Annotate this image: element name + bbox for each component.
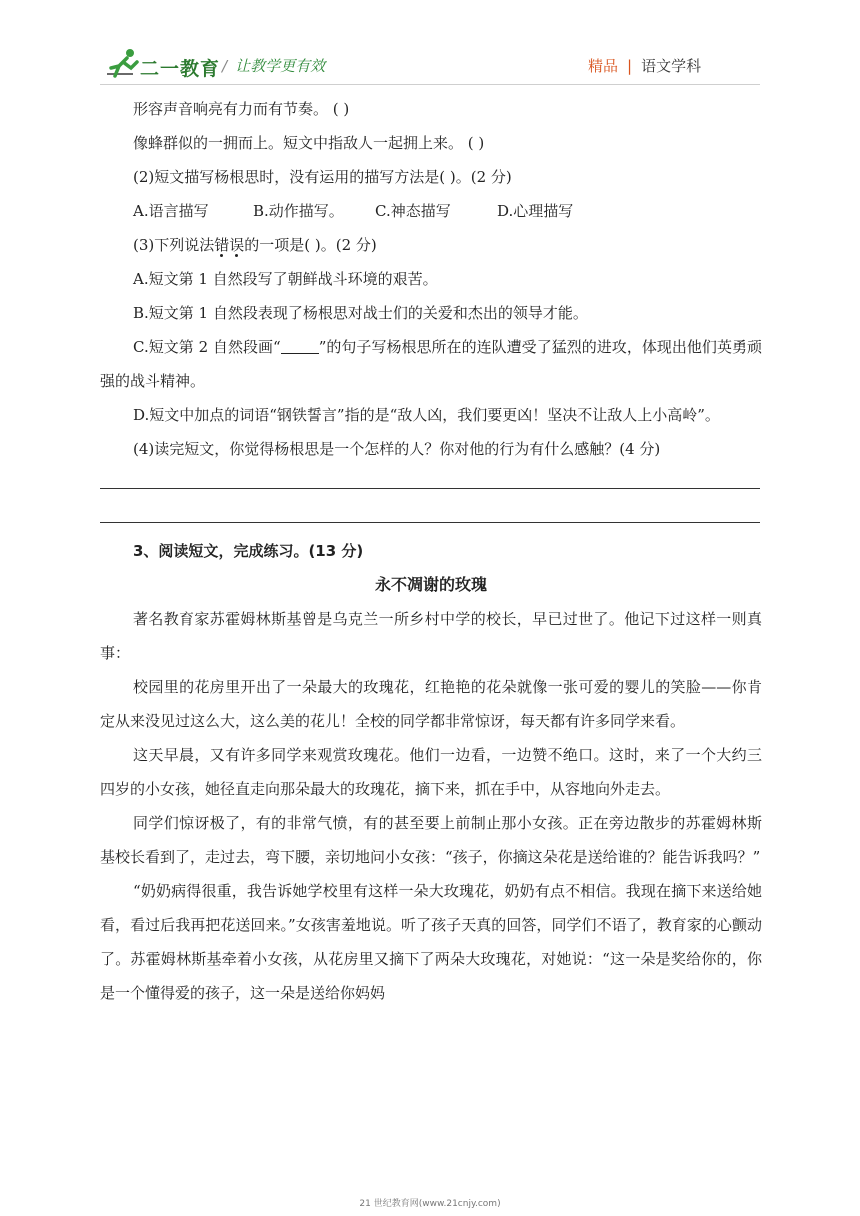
header-divider bbox=[100, 84, 760, 85]
q2-sub-3-b: B.短文第 1 自然段表现了杨根思对战士们的关爱和杰出的领导才能。 bbox=[133, 304, 588, 322]
article-paragraph-3: 这天早晨，又有许多同学来观赏玫瑰花。他们一边看，一边赞不绝口。这时，来了一个大约三四岁的小女孩，她径直走向那朵最大的玫瑰花，摘下来，抓在手中，从容地向外走去。 bbox=[100, 746, 762, 798]
q2-sub-3-a: A.短文第 1 自然段写了朝鲜战斗环境的艰苦。 bbox=[133, 270, 438, 288]
article-title: 永不凋谢的玫瑰 bbox=[374, 575, 487, 594]
q2-sub-3: (3)下列说法错误的一项是( )。(2 分) bbox=[133, 236, 377, 254]
article-paragraph-4: 同学们惊讶极了，有的非常气愤，有的甚至要上前制止那小女孩。正在旁边散步的苏霍姆林斯基校长看到了，走过去，弯下腰，亲切地问小女孩：“孩子，你摘这朵花是送给谁的？能告诉我吗？” bbox=[100, 814, 762, 866]
q2-sub-3-c: C.短文第 2 自然段画“ ”的句子写杨根思所在的连队遭受了猛烈的进攻，体现出他们英勇顽强的战斗精神。 bbox=[100, 330, 762, 398]
header-right: 精品 | 语文学科 bbox=[588, 57, 702, 75]
article-paragraph-2: 校园里的花房里开出了一朵最大的玫瑰花，红艳艳的花朵就像一张可爱的婴儿的笑脸——你肯定从来没见过这么大，这么美的花儿！全校的同学都非常惊讶，每天都有许多同学来看。 bbox=[100, 678, 762, 730]
option-a: A.语言描写 bbox=[133, 202, 209, 220]
subject-label: 语文学科 bbox=[641, 57, 702, 75]
page-footer: 21 世纪教育网(www.21cnjy.com) bbox=[359, 1199, 501, 1209]
page-content bbox=[100, 92, 762, 1010]
brand-name: 二一教育 bbox=[140, 58, 221, 80]
q2-sub-2: (2)短文描写杨根思时，没有运用的描写方法是( )。(2 分) bbox=[133, 168, 512, 186]
option-c: C.神态描写 bbox=[375, 202, 451, 220]
article-paragraph-1: 著名教育家苏霍姆林斯基曾是乌克兰一所乡村中学的校长，早已过世了。他记下过这样一则真事： bbox=[100, 610, 762, 662]
option-b: B.动作描写。 bbox=[253, 202, 344, 220]
q2-sub-4: (4)读完短文，你觉得杨根思是一个怎样的人？你对他的行为有什么感触？(4 分) bbox=[133, 440, 661, 458]
premium-label: 精品 bbox=[588, 57, 619, 75]
q2-sub-3-d: D.短文中加点的词语“钢铁誓言”指的是“敌人凶，我们要更凶！坚决不让敌人上小高岭”。 bbox=[133, 406, 720, 424]
q3-heading: 3、阅读短文，完成练习。(13 分) bbox=[133, 542, 364, 560]
q2-sub-2-options bbox=[100, 194, 762, 228]
article-paragraph-5: “奶奶病得很重，我告诉她学校里有这样一朵大玫瑰花，奶奶有点不相信。我现在摘下来送给她看，看过后我再把花送回来。”女孩害羞地说。听了孩子天真的回答，同学们不语了，教育家的心颤动了。苏霍姆林斯基牵着小女孩，从花房里又摘下了两朵大玫瑰花，对她说：“这一朵是奖给你的，你是一个懂得爱的孩子，这一朵是送给你妈妈 bbox=[100, 882, 762, 1002]
option-d: D.心理描写 bbox=[497, 202, 574, 220]
q2-line-1: 形容声音响亮有力而有节奏。 ( ) bbox=[133, 100, 350, 118]
q2-line-2: 像蜂群似的一拥而上。短文中指敌人一起拥上来。 ( ) bbox=[133, 134, 485, 152]
page-header bbox=[0, 0, 860, 90]
slogan: / 让教学更有效 bbox=[222, 57, 326, 75]
